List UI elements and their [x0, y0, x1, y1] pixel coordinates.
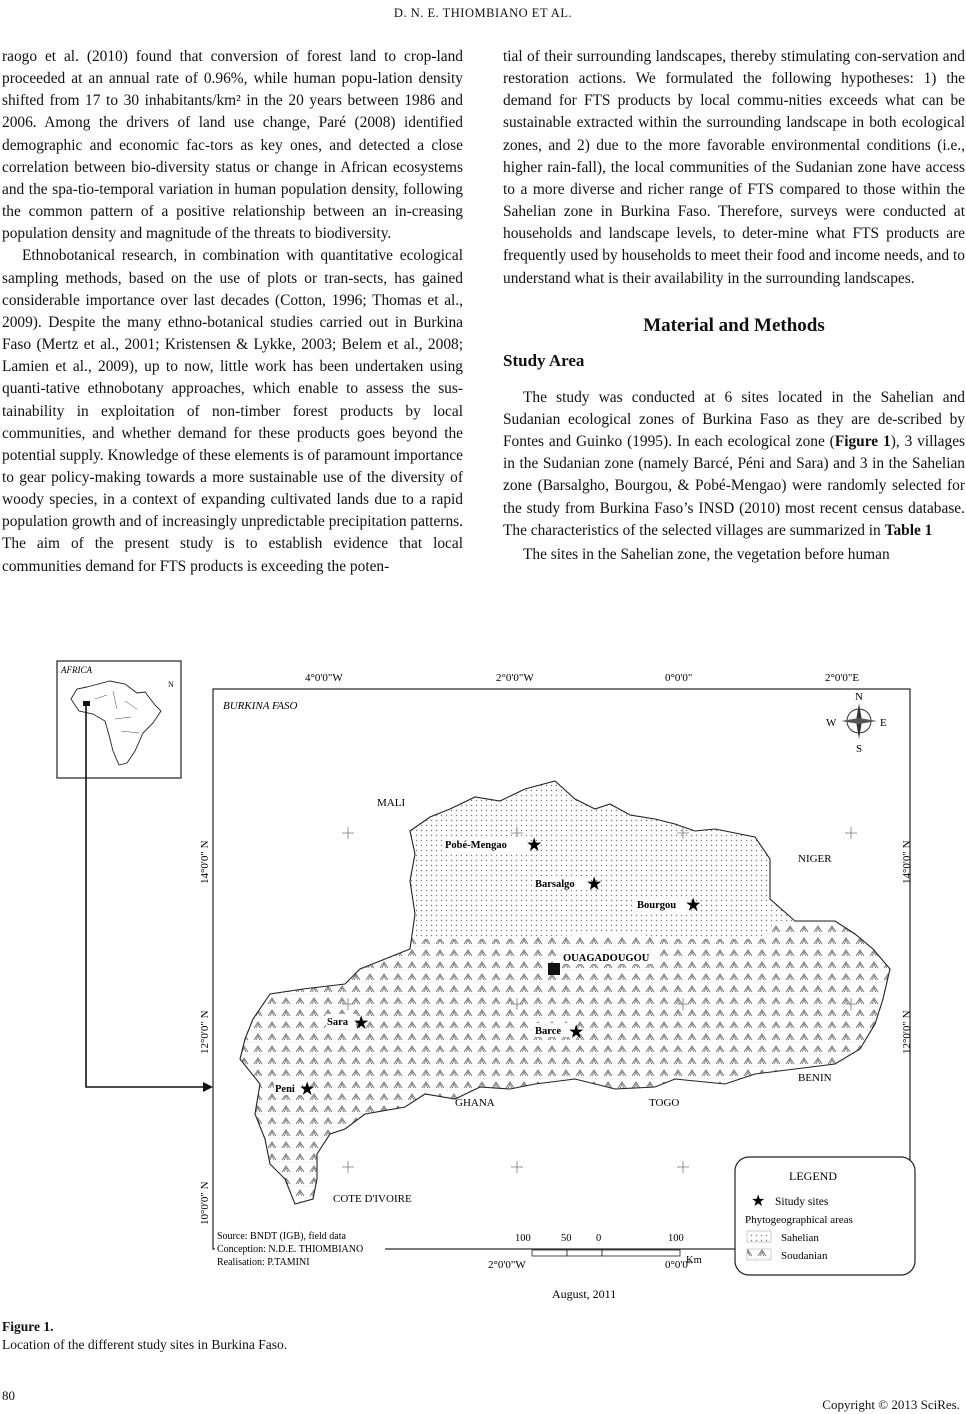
lat-label: 14°0'0" N — [199, 840, 211, 884]
compass-s: S — [856, 743, 863, 755]
lat-label: 14°0'0" N — [901, 840, 913, 884]
star-icon: ★ — [751, 1193, 766, 1210]
map-date: August, 2011 — [552, 1287, 617, 1301]
soudanian-swatch — [747, 1249, 771, 1260]
paragraph — [503, 387, 965, 542]
lon-label: 2°0'0"W — [488, 1259, 526, 1271]
subsection-heading: Study Area — [503, 350, 585, 370]
source-line: Source: BNDT (IGB), field data — [217, 1231, 346, 1242]
africa-inset — [57, 661, 181, 778]
figure-caption-text: Location of the different study sites in Burkina Faso. — [2, 1337, 288, 1352]
burkina-faso-highlight — [83, 701, 90, 706]
neighbor-label: GHANA — [455, 1097, 495, 1109]
section-heading: Material and Methods — [643, 314, 825, 336]
compass-n: N — [855, 691, 863, 703]
compass-w: W — [826, 717, 837, 729]
sahelian-swatch — [747, 1231, 771, 1242]
page-number: 80 — [2, 1388, 15, 1403]
scale-unit: Km — [686, 1255, 702, 1266]
lon-label: 0°0'0" — [665, 1259, 693, 1271]
paragraph: raogo et al. (2010) found that conversion of forest land to crop-land proceeded at an annual rate of 0.96%, while human popu-lation density shifted from 17 to 30 inhabitants/km² in the 20 years between 1986 and 2006. Among the drivers of land use change, Paré (2008) identified demographic and economic fac-tors as key ones, and detected a close correlation between bio-diversity status or change in African ecosystems and the spa-tio-temporal variation in human population density, following the common pattern of a positive relationship between an in-creasing population density and magnitude of the threats to biodiversity. — [2, 48, 463, 243]
star-icon: ★ — [569, 1024, 584, 1041]
study-area-map — [55, 659, 911, 1299]
scale-label: 0 — [596, 1233, 602, 1244]
lon-label: 0°0'0" — [665, 672, 693, 684]
figure-caption — [2, 1318, 287, 1354]
inset-north-label: N — [168, 680, 174, 689]
lon-label: 4°0'0"W — [305, 672, 343, 684]
site-label: Pobé-Mengao — [445, 840, 507, 851]
site-label: Barsalgo — [535, 879, 575, 890]
site-label: Barce — [535, 1026, 562, 1037]
figure-label: Figure 1. — [2, 1319, 54, 1334]
paragraph: tial of their surrounding landscapes, thereby stimulating con-servation and restoration actions. We formulated the following hypotheses: 1) the demand for FTS products by local commu-nities exceeds what can be sustainable extracted within the surrounding landscape in both ecological zones, and 2) due to the more favorable environmental conditions (i.e., higher rain-fall), the local communities of the Sudanian zone have access to a more diverse and richer range of FTS compared to those within the Sahelian zone in Burkina Faso. Therefore, surveys were conducted at households and landscape levels, to deter-mine what FTS products are frequently used by households to meet their food and income needs, and to understand what is their availability in the surrounding landscapes. — [503, 48, 965, 287]
running-header: D. N. E. THIOMBIANO ET AL. — [393, 6, 573, 20]
capital-square-icon — [548, 963, 560, 975]
legend-sahelian-label: Sahelian — [781, 1232, 819, 1244]
legend-title: LEGEND — [789, 1169, 837, 1183]
text-run: The study was conducted at 6 sites located in the Sahelian and Sudanian ecological zones of Burkina Faso as they are de-scribed by Fontes and Guinko (1995). In each ecological zone ( — [503, 388, 965, 451]
paragraph: Ethnobotanical research, in combination with quantitative ecological sampling methods, based on the use of plots or tran-sects, has gained considerable importance over last decades (Cotton, 1996; Thomas et al., 2009). Despite the many ethno-botanical studies carried out in Burkina Faso (Mertz et al., 2001; Kristensen & Lykke, 2003; Belem et al., 2008; Lamien et al., 2009), up to now, little work has been undertaken using quanti-tative ethnobotany approaches, which enable to assess the sus-tainability in exploitation of non-timber forest products by local communities, and whether demand for these products goes beyond the potential supply. Knowledge of these elements is of paramount importance to gear policy-making towards a more sustainable use of the diversity of woody species, in a context of expanding cultivated lands due to a rapid population growth and of increasingly unpredictable precipitation patterns. The aim of the present study is to establish evidence that local communities demand for FTS products is exceeding the poten- — [2, 247, 463, 575]
text-run: ), 3 villages in the Sudanian zone (namely Barcé, Péni and Sara) and 3 in the Sahelian zone (Barsalgho, Bourgou, & Pobé-Mengao) were randomly selected for the study from Burkina Faso’s INSD (2010) most recent census database. The characteristics of the selected villages are summarized in — [503, 433, 966, 539]
lat-label: 12°0'0" N — [901, 1010, 913, 1054]
inset-label: AFRICA — [61, 665, 92, 675]
legend-soudanian-label: Soudanian — [781, 1250, 828, 1262]
scale-label: 100 — [668, 1233, 684, 1244]
lon-label: 2°0'0"E — [825, 672, 860, 684]
compass-e: E — [880, 717, 887, 729]
neighbor-label: MALI — [377, 797, 406, 809]
map-legend — [735, 1157, 915, 1275]
scale-label: 50 — [561, 1233, 572, 1244]
star-icon: ★ — [527, 837, 542, 854]
lon-label: 2°0'0"W — [496, 672, 534, 684]
source-line: Realisation: P.TAMINI — [217, 1257, 310, 1268]
lat-label: 12°0'0" N — [199, 1010, 211, 1054]
neighbor-label: NIGER — [798, 853, 832, 865]
legend-areas-label: Phytogeographical areas — [745, 1214, 853, 1226]
source-line: Conception: N.D.E. THIOMBIANO — [217, 1244, 364, 1255]
neighbor-label: TOGO — [649, 1097, 680, 1109]
lat-label: 10°0'0" N — [199, 1181, 211, 1225]
left-column — [2, 46, 463, 578]
map-source-box — [215, 1225, 385, 1269]
star-icon: ★ — [587, 876, 602, 893]
country-label: BURKINA FASO — [223, 700, 298, 712]
star-icon: ★ — [354, 1015, 369, 1032]
right-column — [503, 46, 965, 566]
table-reference[interactable]: Table 1 — [884, 521, 933, 539]
capital-label: OUAGADOUGOU — [563, 953, 650, 964]
neighbor-label: BENIN — [798, 1072, 832, 1084]
scale-label: 100 — [515, 1233, 531, 1244]
legend-sites-label: Situdy sites — [775, 1196, 829, 1208]
figure-reference[interactable]: Figure 1 — [834, 433, 891, 451]
paragraph: The sites in the Sahelian zone, the vegetation before human — [523, 545, 890, 563]
site-label: Sara — [327, 1017, 348, 1028]
copyright-notice: Copyright © 2013 SciRes. — [822, 1397, 960, 1412]
site-label: Bourgou — [637, 900, 677, 911]
neighbor-label: COTE D'IVOIRE — [333, 1193, 412, 1205]
site-label: Peni — [275, 1084, 295, 1095]
star-icon: ★ — [300, 1081, 315, 1098]
star-icon: ★ — [686, 897, 701, 914]
